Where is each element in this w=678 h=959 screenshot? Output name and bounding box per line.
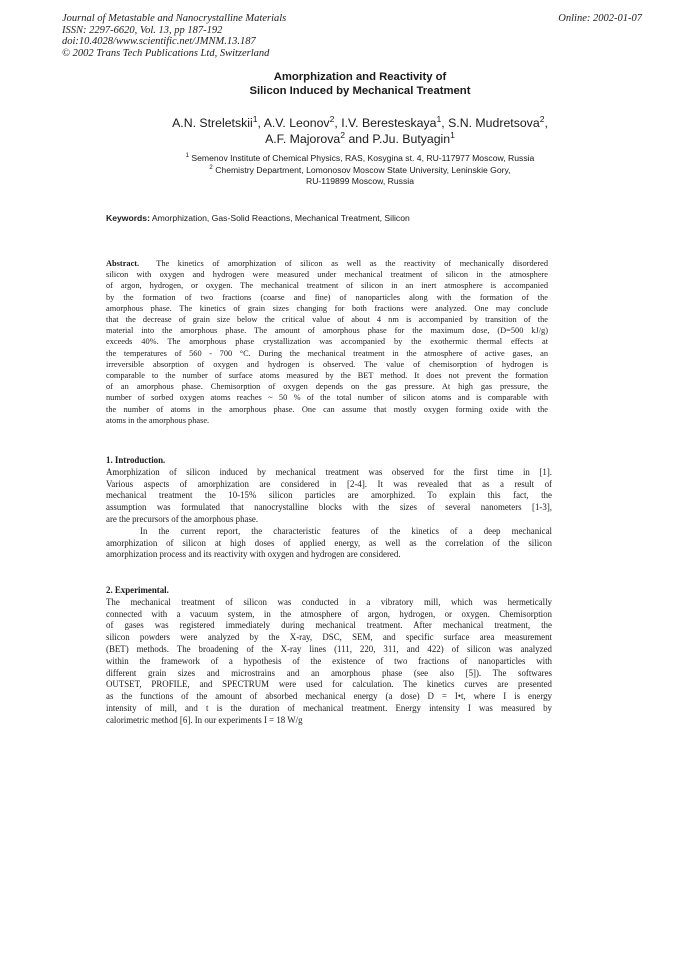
abstract-line: exceeds 40%. The amorphous phase crystallization was accompanied by the exothermic thermal effects at <box>106 337 548 347</box>
affiliation-mark: 1 <box>185 153 189 160</box>
body-line: connected with a vacuum system, in the atmosphere of argon, hydrogen, or oxygen. Chemisorption <box>106 608 552 619</box>
abstract-line: of an amorphous phase. Chemisorption of oxygen depends on the gas pressure. At high gas pressure, the <box>106 382 548 392</box>
affiliations <box>60 153 660 188</box>
title-line-1: Amorphization and Reactivity of <box>273 71 447 83</box>
keywords-text: Amorphization, Gas-Solid Reactions, Mechanical Treatment, Silicon <box>151 213 410 223</box>
body-line: (BET) methods. The broadening of the X-ray lines (111, 220, 311, and 422) of silicon was analyzed <box>106 643 552 654</box>
affiliation-text: Chemistry Department, Lomonosov Moscow State University, Leninskie Gory, <box>215 164 511 175</box>
body-line: different grain sizes and microstrains and an amorphous phase (see also [5]). The softwares <box>106 667 552 678</box>
abstract-line: irreversible absorption of oxygen and hydrogen is observed. The value of chemisorption of hydrogen is <box>106 359 548 369</box>
journal-header <box>62 13 482 59</box>
abstract-label: Abstract. <box>106 259 140 268</box>
introduction-section <box>106 455 552 561</box>
affiliation-mark: 2 <box>340 129 346 140</box>
author-name: A.V. Leonov <box>263 116 330 130</box>
body-line: OUTSET, PROFILE, and SPECTRUM were used for calculation. The kinetics curves are presented <box>106 679 552 690</box>
online-date: Online: 2002-01-07 <box>558 13 642 24</box>
issn-line: ISSN: 2297-6620, Vol. 13, pp 187-192 <box>62 24 223 36</box>
abstract-line: comparable to the number of surface atoms measured by the BET method. It does not prevent the formation <box>106 371 548 381</box>
body-line: amorphization of silicon at high doses of applied energy, as well as the correlation of the silicon <box>106 537 552 548</box>
abstract-line: number of sorbed oxygen atoms reaches ~ 50 % of the total number of silicon atoms and is comparable with <box>106 393 548 403</box>
body-line: calorimetric method [6]. In our experiments I = 18 W/g <box>106 714 303 725</box>
body-line: silicon powders were analyzed by the X-ray, DSC, SEM, and specific surface area measurement <box>106 632 552 643</box>
affiliation-mark: 2 <box>209 164 213 171</box>
author-name: I.V. Beresteskaya <box>341 116 437 130</box>
affiliation-2-cont: RU-119899 Moscow, Russia <box>306 176 414 186</box>
affiliation-mark: 2 <box>539 113 545 124</box>
body-line: Amorphization of silicon induced by mechanical treatment was observed for the first time in [1]. <box>106 466 552 477</box>
section-heading: 1. Introduction. <box>106 455 166 465</box>
affiliation-1 <box>60 153 660 165</box>
title-line-2: Silicon Induced by Mechanical Treatment <box>249 85 471 97</box>
author-name: P.Ju. Butyagin <box>372 132 451 146</box>
body-line: The mechanical treatment of silicon was conducted in a vibratory mill, which was hermetically <box>106 596 552 607</box>
author-name: A.N. Streletskii <box>172 116 253 130</box>
abstract-line: material into the amorphous phase. The amount of amorphous phase for the maximum dose, (D=500 kJ/g) <box>106 326 548 336</box>
doi-line[interactable]: doi:10.4028/www.scientific.net/JMNM.13.187 <box>62 36 256 48</box>
abstract <box>106 258 548 426</box>
affiliation-2 <box>60 165 660 177</box>
body-line: are the precursors of the amorphous phase. <box>106 513 259 524</box>
abstract-line: the temperatures of 560 - 700 °C. During the mechanical treatment in the atmosphere of active gases, an <box>106 348 548 358</box>
copyright-line: © 2002 Trans Tech Publications Ltd, Switzerland <box>62 47 270 59</box>
abstract-line: of argon, hydrogen, or oxygen. The mechanical treatment of silicon in an inert atmosphere is accompanied <box>106 281 548 291</box>
abstract-line: silicon with oxygen and hydrogen were measured under mechanical treatment of silicon in the atmosphere <box>106 270 548 280</box>
journal-name: Journal of Metastable and Nanocrystalline Materials <box>62 13 287 24</box>
author-list <box>60 115 660 147</box>
abstract-line: that the decrease of grain size below the critical value of about 4 nm is accompanied by transition of the <box>106 315 548 325</box>
abstract-line: by the formation of two fractions (coarse and fine) of nanoparticles along with the formation of the <box>106 292 548 302</box>
body-line: assumption was formulated that nanocrystalline blocks with the sizes of several nanometers [1-3], <box>106 502 552 513</box>
affiliation-mark: 2 <box>329 113 335 124</box>
author-line-2 <box>60 131 660 147</box>
author-name: S.N. Mudretsova <box>448 116 540 130</box>
author-line-1: A.N. Streletskii$^1$, A.V. Leonov$^2$, I.V. Beresteskaya$^1$, S.N. Mudretsova$^2$, <box>172 113 548 130</box>
abstract-line: atoms in the amorphous phase. <box>106 415 210 425</box>
body-line: Various aspects of amorphization are considered in [2-4]. It was revealed that as a result of <box>106 478 552 489</box>
body-line: within the framework of a hypothesis of the existence of two fractions of nanoparticles with <box>106 655 552 666</box>
keywords-label: Keywords: <box>106 213 150 223</box>
affiliation-mark: 1 <box>436 113 442 124</box>
abstract-line: amorphous phase. The kinetics of grain sizes changing for both fractions were analyzed. One may conclude <box>106 303 548 313</box>
body-line: In the current report, the characteristic features of the kinetics of a deep mechanical <box>140 525 552 536</box>
section-heading: 2. Experimental. <box>106 585 169 595</box>
body-line: amorphization process and its reactivity with oxygen and hydrogen are considered. <box>106 549 401 560</box>
author-conjunction: and <box>348 132 369 146</box>
author-name: A.F. Majorova <box>265 132 341 146</box>
abstract-line: the number of atoms in the amorphous phase. One can assume that mostly oxygen forming oxide with the <box>106 404 548 414</box>
abstract-line: Abstract. The kinetics of amorphization of silicon as well as the reactivity of mechanically disordered <box>106 259 548 268</box>
keywords <box>106 213 410 224</box>
body-line: as the functions of the amount of absorbed mechanical energy (a dose) D = I•t, where I is energy <box>106 691 552 702</box>
affiliation-text: Semenov Institute of Chemical Physics, RAS, Kosygina st. 4, RU-117977 Moscow, Russia <box>191 153 535 163</box>
paper-title <box>60 70 660 98</box>
affiliation-mark: 1 <box>252 113 258 124</box>
body-line: mechanical treatment the 10-15% silicon particles are amorphized. To explain this fact, the <box>106 490 552 501</box>
body-line: of gases was registered immediately during mechanical treatment. After mechanical treatment, the <box>106 620 552 631</box>
body-line: intensity of mill, and t is the duration of mechanical treatment. Energy intensity I was measured by <box>106 702 552 713</box>
affiliation-mark: 1 <box>450 129 455 140</box>
experimental-section <box>106 585 552 727</box>
